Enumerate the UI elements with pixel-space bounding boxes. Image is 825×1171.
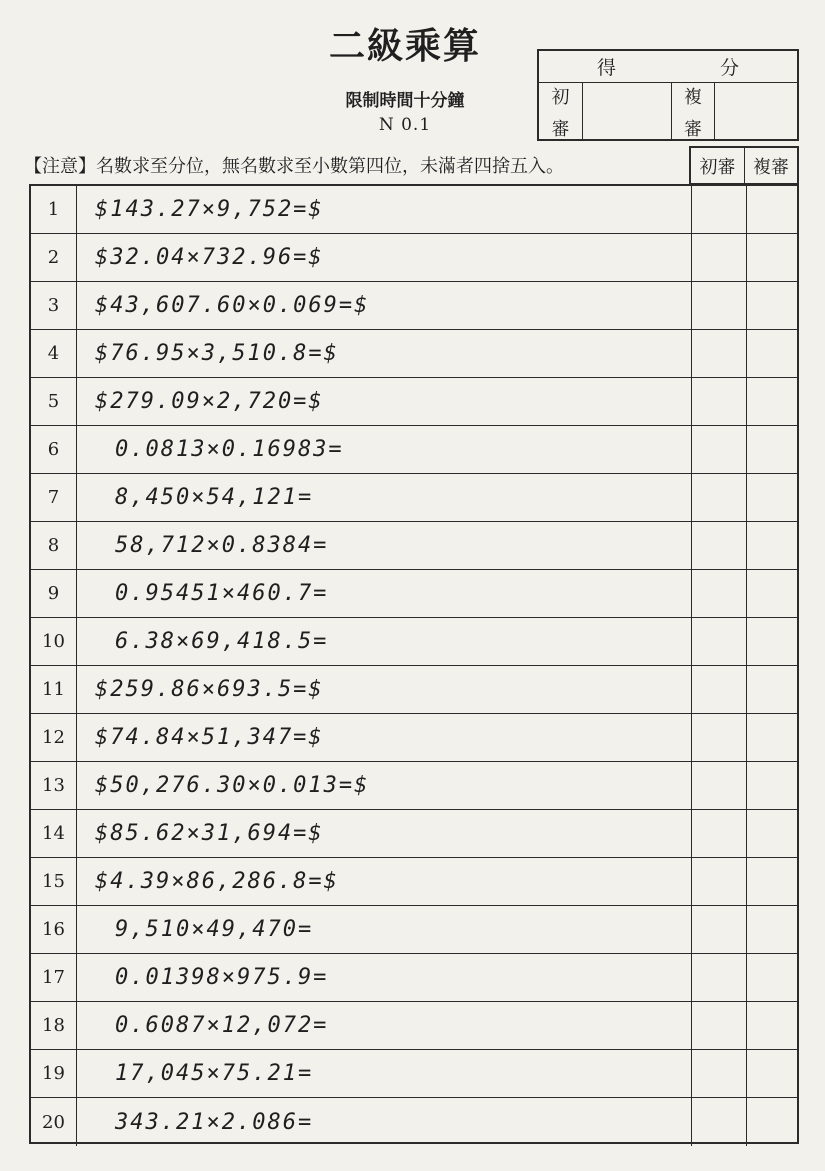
second-review-cell[interactable] [747,378,797,425]
problem-expression: $43,607.60×0.069=$ [95,293,370,318]
problem-number: 10 [31,618,77,665]
problem-number: 15 [31,858,77,905]
problem-expression: 0.01398×975.9= [115,965,329,990]
problem-expression: $259.86×693.5=$ [95,677,324,702]
initial-review-score-cell[interactable] [583,83,671,141]
problem-number: 9 [31,570,77,617]
problem-row [31,906,797,954]
second-review-cell[interactable] [747,858,797,905]
problem-number: 14 [31,810,77,857]
second-review-cell[interactable] [747,282,797,329]
problem-expression: $4.39×86,286.8=$ [95,869,339,894]
second-review-cell[interactable] [747,474,797,521]
second-review-cell[interactable] [747,666,797,713]
initial-review-cell[interactable] [691,1098,747,1146]
problem-number: 17 [31,954,77,1001]
initial-review-cell[interactable] [691,234,747,281]
problem-row [31,1050,797,1098]
initial-review-cell[interactable] [691,666,747,713]
initial-review-label [539,83,583,141]
second-review-label [671,83,715,141]
second-review-label-top: 複 [684,87,702,108]
problem-number: 12 [31,714,77,761]
score-header-right: 分 [720,57,740,79]
problem-row [31,1098,797,1146]
instructions-note: 【注意】名數求至分位，無名數求至小數第四位，未滿者四捨五入。 [24,156,564,177]
problem-expression: 8,450×54,121= [115,485,314,510]
problem-expression: 6.38×69,418.5= [115,629,329,654]
problem-row [31,954,797,1002]
initial-review-cell[interactable] [691,570,747,617]
problem-number: 5 [31,378,77,425]
problem-row [31,378,797,426]
problem-number: 2 [31,234,77,281]
initial-review-cell[interactable] [691,858,747,905]
problem-row [31,474,797,522]
problem-number: 16 [31,906,77,953]
initial-review-cell[interactable] [691,954,747,1001]
initial-review-cell[interactable] [691,810,747,857]
problem-expression: 9,510×49,470= [115,917,314,942]
initial-review-label-bottom: 審 [551,119,570,140]
initial-review-cell[interactable] [691,906,747,953]
problem-number: 18 [31,1002,77,1049]
initial-review-cell[interactable] [691,522,747,569]
problem-number: 7 [31,474,77,521]
problem-expression: 0.6087×12,072= [115,1013,329,1038]
initial-review-cell[interactable] [691,1050,747,1097]
problems-table [29,184,799,1144]
problem-expression: $74.84×51,347=$ [95,725,324,750]
problem-row [31,714,797,762]
column-header-initial-review: 初審 [689,146,745,184]
second-review-cell[interactable] [747,906,797,953]
initial-review-cell[interactable] [691,330,747,377]
second-review-cell[interactable] [747,618,797,665]
second-review-cell[interactable] [747,522,797,569]
problem-row [31,282,797,330]
problem-row [31,426,797,474]
second-review-cell[interactable] [747,186,797,233]
problem-number: 3 [31,282,77,329]
second-review-cell[interactable] [747,426,797,473]
problem-row [31,234,797,282]
second-review-cell[interactable] [747,1002,797,1049]
second-review-cell[interactable] [747,810,797,857]
problem-number: 19 [31,1050,77,1097]
score-header-left: 得 [596,57,616,79]
problem-row [31,186,797,234]
problem-expression: 343.21×2.086= [115,1109,314,1135]
problem-row [31,762,797,810]
problem-row [31,1002,797,1050]
initial-review-cell[interactable] [691,186,747,233]
initial-review-cell[interactable] [691,714,747,761]
problem-row [31,810,797,858]
problem-row [31,522,797,570]
problem-expression: $50,276.30×0.013=$ [95,773,370,798]
problem-row [31,330,797,378]
problem-row [31,570,797,618]
problem-expression: $76.95×3,510.8=$ [95,341,339,366]
problem-number: 11 [31,666,77,713]
problem-number: 8 [31,522,77,569]
second-review-cell[interactable] [747,762,797,809]
problem-expression: $279.09×2,720=$ [95,389,324,414]
time-limit-text: 限制時間十分鐘 [345,91,465,111]
problem-expression: $32.04×732.96=$ [95,245,324,270]
problem-number: 6 [31,426,77,473]
problem-expression: $143.27×9,752=$ [95,197,324,222]
problem-number: 4 [31,330,77,377]
second-review-cell[interactable] [747,714,797,761]
problem-expression: $85.62×31,694=$ [95,821,324,846]
second-review-score-cell[interactable] [715,83,797,141]
worksheet-title: 二級乘算 [328,25,481,67]
column-header-second-review: 複審 [745,146,799,184]
second-review-cell[interactable] [747,234,797,281]
problem-expression: 0.0813×0.16983= [115,437,344,462]
problem-expression: 17,045×75.21= [115,1061,314,1086]
score-header [539,51,797,83]
problem-row [31,666,797,714]
second-review-cell[interactable] [747,954,797,1001]
second-review-cell[interactable] [747,1050,797,1097]
initial-review-cell[interactable] [691,762,747,809]
second-review-cell[interactable] [747,570,797,617]
initial-review-cell[interactable] [691,282,747,329]
problem-expression: 0.95451×460.7= [115,581,329,606]
initial-review-cell[interactable] [691,426,747,473]
problem-row [31,858,797,906]
problem-row [31,618,797,666]
initial-review-cell[interactable] [691,474,747,521]
initial-review-cell[interactable] [691,618,747,665]
initial-review-cell[interactable] [691,378,747,425]
problem-number: 13 [31,762,77,809]
second-review-cell[interactable] [747,330,797,377]
problem-number: 20 [31,1098,77,1146]
initial-review-label-top: 初 [551,87,570,108]
score-box [537,49,799,141]
sheet-number: N 0.1 [378,115,432,135]
second-review-cell[interactable] [747,1098,797,1146]
problem-expression: 58,712×0.8384= [115,533,329,558]
initial-review-cell[interactable] [691,1002,747,1049]
problem-number: 1 [31,186,77,233]
second-review-label-bottom: 審 [684,119,702,140]
